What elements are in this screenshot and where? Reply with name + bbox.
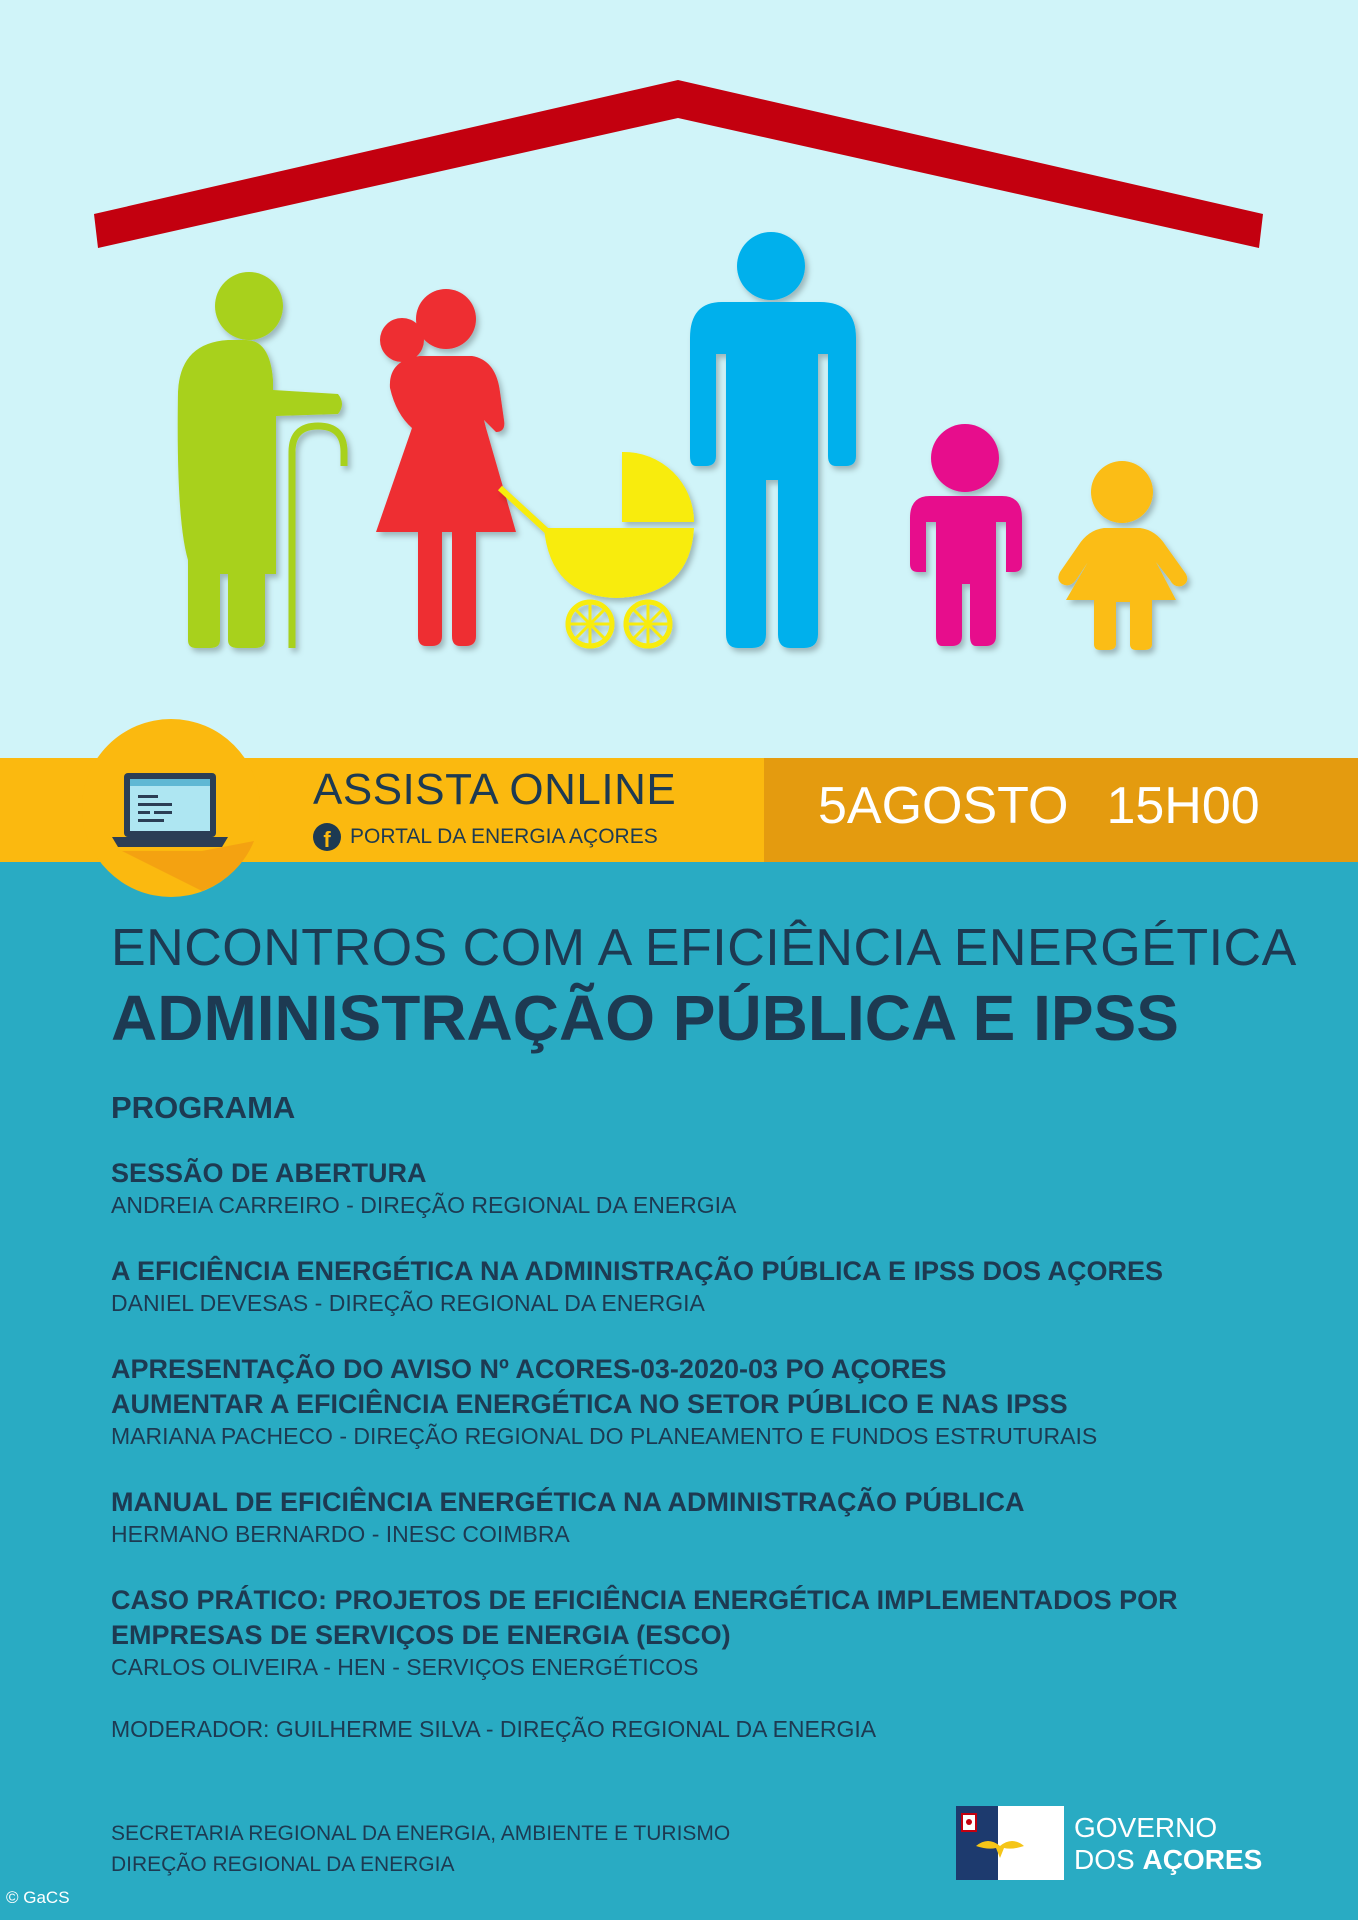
program-item-title: MANUAL DE EFICIÊNCIA ENERGÉTICA NA ADMINISTRAÇÃO PÚBLICA <box>111 1486 1025 1517</box>
mother-with-baby-icon <box>376 289 516 646</box>
program-item-title: APRESENTAÇÃO DO AVISO Nº ACORES-03-2020-03 PO AÇORES AUMENTAR A EFICIÊNCIA ENERGÉTICA NO SETOR PÚBLICO E NAS IPSS <box>111 1353 1068 1419</box>
event-datetime <box>818 776 1260 836</box>
main-content <box>111 919 1297 1743</box>
program-item <box>111 1156 1261 1220</box>
moderator-line: MODERADOR: GUILHERME SILVA - DIREÇÃO REGIONAL DA ENERGIA <box>111 1715 877 1742</box>
gov-line-1: GOVERNO <box>1074 1812 1218 1843</box>
event-subtitle: ENCONTROS COM A EFICIÊNCIA ENERGÉTICA <box>111 919 1297 977</box>
program-item <box>111 1352 1261 1451</box>
event-date: 5AGOSTO <box>818 777 1069 835</box>
girl-icon <box>1058 461 1187 650</box>
portal-label: PORTAL DA ENERGIA AÇORES <box>350 825 658 848</box>
government-name <box>1074 1812 1262 1876</box>
boy-icon <box>910 424 1022 646</box>
program-item-speaker: MARIANA PACHECO - DIREÇÃO REGIONAL DO PLANEAMENTO E FUNDOS ESTRUTURAIS <box>111 1422 1098 1449</box>
event-time: 15H00 <box>1106 777 1260 835</box>
government-logo <box>956 1806 1064 1880</box>
copyright: © GaCS <box>6 1888 70 1907</box>
program-item-title: SESSÃO DE ABERTURA <box>111 1157 427 1188</box>
programa-heading: PROGRAMA <box>111 1089 296 1125</box>
assista-online-label: ASSISTA ONLINE <box>313 765 677 814</box>
program-item <box>111 1254 1261 1318</box>
organizer-line-2: DIREÇÃO REGIONAL DA ENERGIA <box>111 1853 455 1876</box>
organizer-block <box>111 1818 730 1880</box>
stroller-icon <box>500 452 694 646</box>
organizer-line-1: SECRETARIA REGIONAL DA ENERGIA, AMBIENTE E TURISMO <box>111 1822 731 1845</box>
facebook-link[interactable] <box>313 822 658 852</box>
program-item-title: A EFICIÊNCIA ENERGÉTICA NA ADMINISTRAÇÃO PÚBLICA E IPSS DOS AÇORES <box>111 1255 1164 1286</box>
program-item <box>111 1485 1261 1549</box>
program-item-speaker: HERMANO BERNARDO - INESC COIMBRA <box>111 1520 570 1547</box>
father-icon <box>690 232 856 648</box>
program-item <box>111 1583 1261 1682</box>
program-item-speaker: DANIEL DEVESAS - DIREÇÃO REGIONAL DA ENERGIA <box>111 1289 705 1316</box>
program-item-speaker: CARLOS OLIVEIRA - HEN - SERVIÇOS ENERGÉTICOS <box>111 1653 699 1680</box>
gov-line-2-a: DOS <box>1074 1844 1143 1875</box>
laptop-icon <box>82 719 260 897</box>
program-item-title: CASO PRÁTICO: PROJETOS DE EFICIÊNCIA ENERGÉTICA IMPLEMENTADOS POR EMPRESAS DE SERVIÇOS DE ENERGIA (ESCO) <box>111 1584 1178 1650</box>
program-item-speaker: ANDREIA CARREIRO - DIREÇÃO REGIONAL DA ENERGIA <box>111 1191 737 1218</box>
event-title: ADMINISTRAÇÃO PÚBLICA E IPSS <box>111 982 1179 1055</box>
facebook-icon: f <box>313 823 341 851</box>
gov-line-2 <box>1074 1844 1262 1876</box>
family-illustration <box>0 0 1358 758</box>
azores-coat-of-arms-icon <box>956 1806 1064 1880</box>
gov-line-2-b: AÇORES <box>1142 1844 1263 1875</box>
house-roof-icon <box>94 80 1263 248</box>
grandfather-icon <box>178 272 344 648</box>
